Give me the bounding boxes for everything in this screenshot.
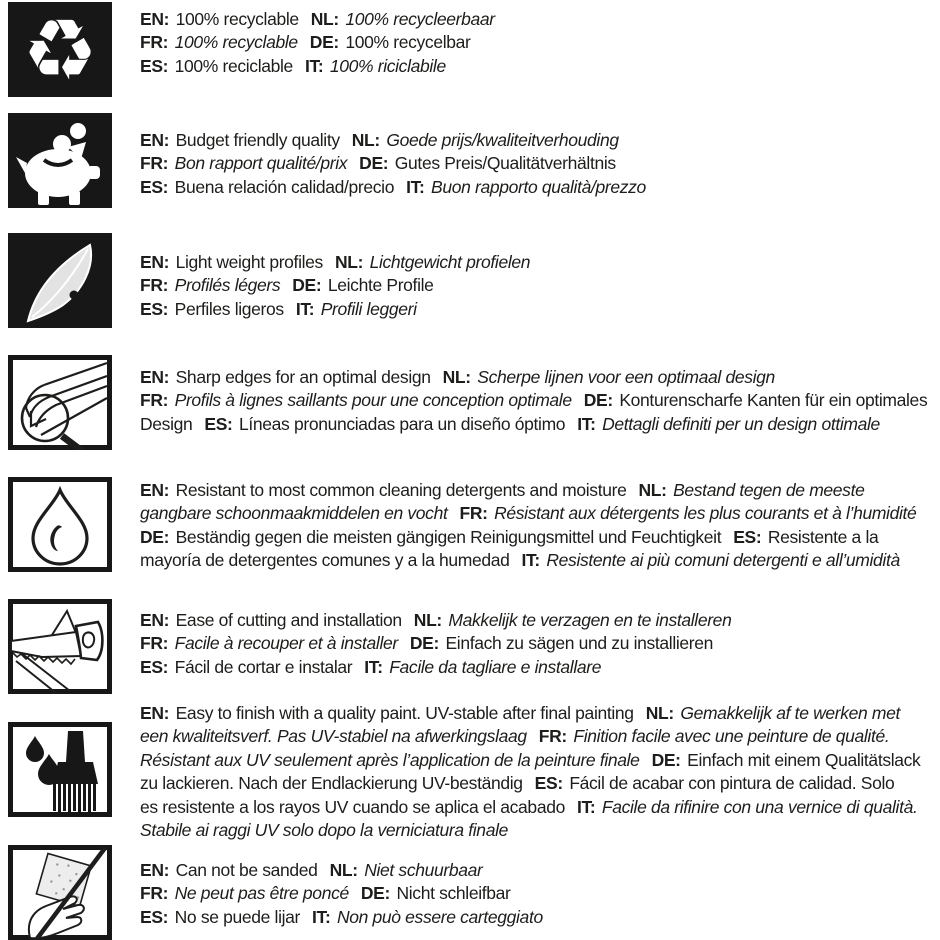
- language-label: IT:: [304, 55, 324, 76]
- feature-text-it: IT: Facile da tagliare e installare: [364, 656, 602, 677]
- language-label: ES:: [204, 413, 233, 434]
- language-label: DE:: [292, 275, 322, 296]
- language-label: EN:: [140, 9, 170, 29]
- language-label: NL:: [413, 610, 442, 630]
- language-label: DE:: [409, 633, 439, 654]
- feature-text-continued: Design: [140, 413, 193, 434]
- language-label: FR:: [140, 633, 169, 654]
- feature-text-es: ES: Perfiles ligeros: [140, 298, 284, 319]
- feature-text-en: EN: Can not be sanded: [140, 860, 318, 880]
- language-label: IT:: [295, 298, 315, 319]
- feature-text-es: ES: Líneas pronunciadas para un diseño óptimo: [204, 413, 566, 434]
- feature-text-sharp-edges: [140, 366, 940, 436]
- paint-brush-icon: [8, 722, 112, 817]
- water-drop-icon: [8, 477, 112, 572]
- language-label: FR:: [459, 503, 488, 524]
- feature-line: [140, 632, 940, 655]
- language-label: ES:: [534, 773, 563, 794]
- language-label: DE:: [359, 153, 389, 174]
- language-label: FR:: [140, 883, 169, 904]
- feature-text-fr: FR: Facile à recouper et à installer: [140, 633, 398, 654]
- language-label: IT:: [521, 550, 540, 571]
- feature-text-nl: NL: Makkelijk te verzagen en te installeren: [413, 610, 732, 630]
- feature-line: [140, 413, 940, 436]
- feature-text-fr: FR: Profils à lignes saillants pour une conception optimale: [140, 390, 572, 411]
- language-label: NL:: [645, 703, 674, 723]
- feature-text-nl: NL: Scherpe lijnen voor een optimaal design: [442, 367, 775, 387]
- feature-text-continued: een kwaliteitsverf. Pas UV-stabiel na afwerkingslaag: [140, 726, 527, 747]
- feature-text-continued: Stabile ai raggi UV solo dopo la verniciatura finale: [140, 820, 508, 841]
- feature-text-nl: NL: Gemakkelijk af te werken met: [645, 703, 901, 723]
- language-label: DE:: [140, 526, 170, 547]
- feature-text-continued: es resistente a los rayos UV cuando se aplica el acabado: [140, 796, 565, 817]
- feature-text-es: ES: Fácil de acabar con pintura de calidad. Solo: [534, 773, 895, 794]
- no-sanding-icon: [8, 845, 112, 940]
- feature-line: [140, 725, 940, 748]
- feature-text-no-sanding: [140, 859, 940, 929]
- language-label: DE:: [651, 749, 681, 770]
- language-label: FR:: [140, 32, 169, 53]
- feature-line: [140, 906, 940, 929]
- language-label: ES:: [140, 176, 169, 197]
- feature-line: [140, 31, 940, 54]
- language-label: NL:: [638, 480, 667, 500]
- language-label: ES:: [733, 526, 762, 547]
- feature-line: [140, 479, 940, 502]
- feature-line: [140, 859, 940, 882]
- feature-text-en: EN: Sharp edges for an optimal design: [140, 367, 431, 387]
- feature-text-recyclable: [140, 8, 940, 78]
- feature-text-nl: NL: Bestand tegen de meeste: [638, 480, 865, 500]
- feature-text-de: DE: Einfach zu sägen und zu installieren: [409, 633, 714, 654]
- language-label: FR:: [140, 275, 169, 296]
- language-label: IT:: [406, 176, 425, 197]
- language-label: DE:: [309, 32, 339, 53]
- feature-text-nl: NL: Goede prijs/kwaliteitverhouding: [351, 130, 619, 150]
- feature-text-de: DE: Konturenscharfe Kanten für ein optimales: [583, 390, 928, 411]
- language-label: IT:: [576, 796, 596, 817]
- feather-icon: [8, 233, 112, 328]
- feature-text-de: DE: 100% recycelbar: [309, 32, 471, 53]
- feature-text-continued: Résistant aux UV seulement après l’application de la peinture finale: [140, 749, 640, 770]
- feature-text-de: DE: Nicht schleifbar: [360, 883, 511, 904]
- language-label: FR:: [140, 153, 169, 174]
- recycle-icon: [8, 2, 112, 97]
- language-label: ES:: [140, 656, 169, 677]
- feature-text-es: ES: Buena relación calidad/precio: [140, 176, 395, 197]
- piggy-bank-icon: [8, 113, 112, 208]
- feature-line: [140, 129, 940, 152]
- feature-text-es: ES: Fácil de cortar e instalar: [140, 656, 353, 677]
- feature-line: [140, 298, 940, 321]
- feature-line: [140, 502, 940, 525]
- feature-text-light-weight: [140, 251, 940, 321]
- language-label: NL:: [310, 9, 339, 29]
- feature-line: [140, 55, 940, 78]
- language-label: ES:: [140, 906, 169, 927]
- feature-text-es: ES: No se puede lijar: [140, 906, 301, 927]
- magnifier-edge-icon: [8, 355, 112, 450]
- feature-text-en: EN: Resistant to most common cleaning detergents and moisture: [140, 480, 627, 500]
- feature-line: [140, 389, 940, 412]
- feature-text-it: IT: Buon rapporto qualità/prezzo: [406, 176, 646, 197]
- language-label: EN:: [140, 610, 170, 630]
- feature-text-moisture-resistant: [140, 479, 940, 573]
- feature-text-en: EN: Light weight profiles: [140, 252, 323, 272]
- feature-line: [140, 251, 940, 274]
- language-label: EN:: [140, 252, 170, 272]
- feature-text-es: ES: Resistente a la: [733, 526, 879, 547]
- feature-text-fr: FR: 100% recyclable: [140, 32, 298, 53]
- feature-text-it: IT: Resistente ai più comuni detergenti e all’umidità: [521, 550, 900, 571]
- feature-text-en: EN: 100% recyclable: [140, 9, 299, 29]
- language-label: DE:: [583, 390, 613, 411]
- feature-line: [140, 772, 940, 795]
- feature-line: [140, 609, 940, 632]
- feature-text-nl: NL: 100% recycleerbaar: [310, 9, 495, 29]
- feature-text-es: ES: 100% reciclable: [140, 55, 293, 76]
- feature-text-budget-friendly: [140, 129, 940, 199]
- feature-text-en: EN: Budget friendly quality: [140, 130, 340, 150]
- feature-text-it: IT: Profili leggeri: [295, 298, 417, 319]
- feature-line: [140, 8, 940, 31]
- language-label: FR:: [140, 390, 169, 411]
- feature-line: [140, 152, 940, 175]
- language-label: NL:: [442, 367, 471, 387]
- feature-line: [140, 274, 940, 297]
- feature-line: [140, 366, 940, 389]
- feature-line: [140, 796, 940, 819]
- language-label: IT:: [312, 906, 331, 927]
- language-label: EN:: [140, 367, 170, 387]
- feature-line: [140, 526, 940, 549]
- feature-text-en: EN: Ease of cutting and installation: [140, 610, 402, 630]
- feature-text-continued: zu lackieren. Nach der Endlackierung UV-beständig: [140, 773, 523, 794]
- feature-text-it: IT: Non può essere carteggiato: [312, 906, 543, 927]
- feature-line: [140, 656, 940, 679]
- feature-line: [140, 819, 940, 842]
- feature-text-nl: NL: Lichtgewicht profielen: [334, 252, 531, 272]
- language-label: DE:: [360, 883, 390, 904]
- language-label: NL:: [329, 860, 358, 880]
- feature-text-de: DE: Einfach mit einem Qualitätslack: [651, 749, 921, 770]
- feature-text-fr: FR: Profilés légers: [140, 275, 281, 296]
- feature-text-continued: mayoría de detergentes comunes y a la humedad: [140, 550, 510, 571]
- feature-line: [140, 702, 940, 725]
- language-label: EN:: [140, 130, 170, 150]
- feature-text-en: EN: Easy to finish with a quality paint. UV-stable after final painting: [140, 703, 634, 723]
- svg-text:♻: ♻: [22, 2, 98, 97]
- feature-text-continued: gangbare schoonmaakmiddelen en vocht: [140, 503, 448, 524]
- feature-text-de: DE: Beständig gegen die meisten gängigen Reinigungsmittel und Feuchtigkeit: [140, 526, 722, 547]
- feature-text-fr: FR: Bon rapport qualité/prix: [140, 153, 348, 174]
- feature-line: [140, 176, 940, 199]
- language-label: ES:: [140, 298, 169, 319]
- language-label: FR:: [538, 726, 567, 747]
- language-label: NL:: [334, 252, 364, 272]
- feature-text-it: IT: Dettagli definiti per un design ottimale: [577, 413, 880, 434]
- feature-text-fr: FR: Finition facile avec une peinture de qualité.: [538, 726, 890, 747]
- feature-text-nl: NL: Niet schuurbaar: [329, 860, 483, 880]
- feature-text-fr: FR: Résistant aux détergents les plus courants et à l’humidité: [459, 503, 917, 524]
- feature-text-de: DE: Gutes Preis/Qualitätverhältnis: [359, 153, 616, 174]
- feature-line: [140, 749, 940, 772]
- language-label: IT:: [577, 413, 596, 434]
- feature-text-fr: FR: Ne peut pas être poncé: [140, 883, 349, 904]
- language-label: EN:: [140, 703, 170, 723]
- language-label: EN:: [140, 860, 170, 880]
- saw-icon: [8, 599, 112, 694]
- feature-text-easy-finish-paint: [140, 702, 940, 842]
- language-label: NL:: [351, 130, 380, 150]
- feature-text-it: IT: Facile da rifinire con una vernice di qualità.: [576, 796, 918, 817]
- language-label: IT:: [364, 656, 383, 677]
- language-label: EN:: [140, 480, 170, 500]
- language-label: ES:: [140, 55, 169, 76]
- feature-line: [140, 882, 940, 905]
- feature-line: [140, 549, 940, 572]
- feature-text-de: DE: Leichte Profile: [292, 275, 434, 296]
- feature-text-it: IT: 100% riciclabile: [304, 55, 446, 76]
- feature-text-easy-cutting: [140, 609, 940, 679]
